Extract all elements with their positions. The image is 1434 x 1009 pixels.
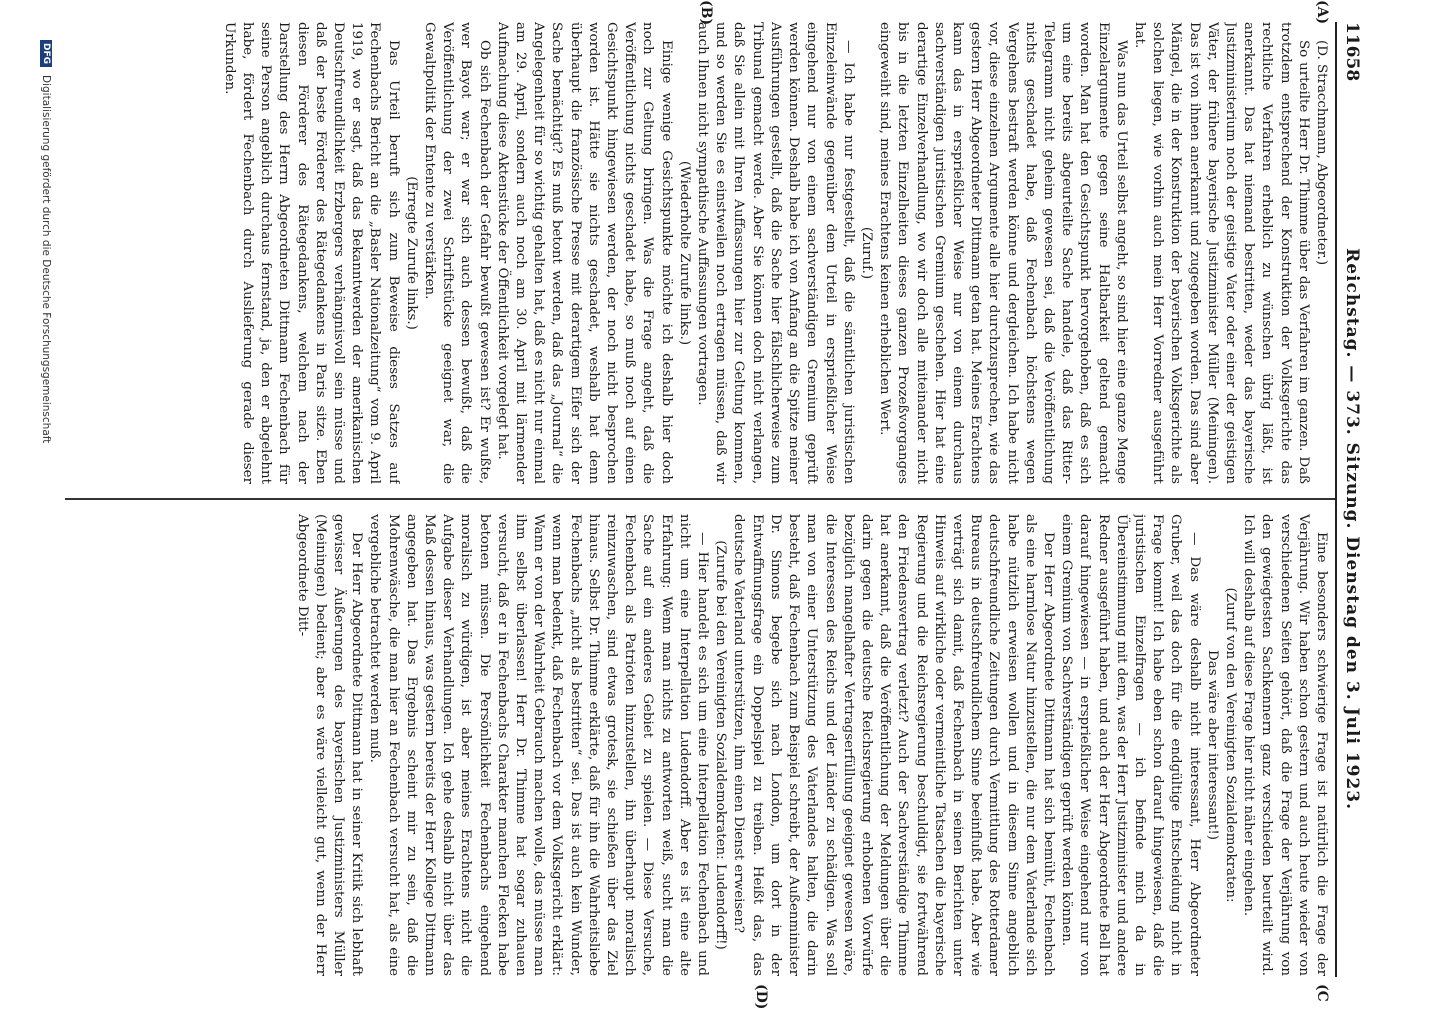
- paragraph: — Ich habe nur festgestellt, daß die sämtlichen juristischen Einzeleinwände gegenüber dem Urteil in ersprießlicher Weise eingehend nur von einem sachverständigen Gremium geprüft werden können. Deshalb habe ich von Anfang an die Spitze meiner Ausführungen gestellt, daß die Sache hier fälschlicherweise zum Tribunal gemacht werde. Aber Sie können doch nicht verlangen, daß Sie allein mit Ihren Auffassungen hier zur Geltung kommen, und so werden Sie es einstweilen noch ertragen müssen, daß wir auch Ihnen nicht sympathische Auffassungen vortragen.: [695, 22, 856, 484]
- page-header: [1340, 22, 1364, 977]
- paragraph: Der Herr Abgeordnete Dittmann hat sich bemüht, Fechenbach als eine harmlose Natur hinzustellen, die nur dem Vaterlande sich habe nützlich erweisen wollen und in diesem Sinne angeblich deutschfreundliche Zeitungen durch Vermittlung des Rotterdamer Bureaus in deutschfreundlichem Sinne beeinflußt habe. Aber wie verträgt sich damit, daß Fechenbach in seinen Berichten unter Hinweis auf wirkliche oder vermeintliche Tatsachen die bayerische Regierung und die Reichsregierung beschuldigt, sie fortwährend den Friedensvertrag verletzt? Auch der Sachverständige Thimme hat anerkannt, daß die Veröffentlichung der Meldungen über die darin gegen die deutsche Reichsregierung erhobenen Vorwürfe bezüglich mangelhafter Vertragserfüllung geeignet gewesen wäre, die Interessen des Reichs und der Länder zu schädigen. Was soll man von einer Unterstützung des Vaterlandes halten, die darin besteht, daß Fechenbach zum Beispiel schreibt, der Außenminister Dr. Simons begebe sich nach London, um dort in der Entwaffnungsfrage ein Doppelspiel zu treiben. Heißt das, das deutsche Vaterland unterstützen, ihm einen Dienst erweisen?: [731, 514, 1056, 976]
- paragraph: Der Herr Abgeordnete Dittmann hat in seiner Kritik sich lebhaft gewisser Äußerungen des bayerischen Justizministers Müller (Meiningen) bedient; aber es wäre vielleicht gut, wenn der Herr Abgeordnete Ditt-: [294, 514, 365, 976]
- page-number: 11658: [1342, 22, 1362, 82]
- interjection: (Zuruf von den Vereinigten Sozialdemokraten:: [1222, 587, 1238, 903]
- left-column: [65, 22, 1330, 484]
- right-column: [65, 514, 1330, 976]
- paragraph: Ob sich Fechenbach der Gefahr bewußt gewesen ist? Er wußte, wer Bayot war; er war sich auch dessen bewußt, daß die Veröffentlichung der zwei Schriftstücke geeignet war, die Gewaltpolitik der Entente zu verstärken.: [422, 22, 492, 484]
- interjection: Das wäre aber interessant!): [1204, 650, 1220, 840]
- paragraph: (D. Stracchmann, Abgeordneter.): [1314, 40, 1329, 266]
- margin-marker-b: (B): [698, 0, 714, 26]
- paragraph: Einige wenige Gesichtspunkte möchte ich deshalb hier doch noch zur Geltung bringen. Was die Frage angeht, daß die Veröffentlichung nichts geschadet habe, so muß noch auf einen Gesichtspunkt hingewiesen werden, der noch nicht besprochen worden ist. Hätte sie nichts geschadet, weshalb hat denn überhaupt die französische Presse mit derartigem Eifer sich der Sache bemächtigt? Es muß betont werden, daß das „Journal“ die Angelegenheit für so wichtig gehalten hat, daß es nicht nur einmal am 29. April, sondern auch noch am 30. April mit lärmender Aufmachung diese Aktenstücke der Öffentlichkeit vorgelegt hat.: [494, 22, 674, 484]
- paragraph: — Das wäre deshalb nicht interessant, Herr Abgeordneter Gruber, weil das doch für die endgültige Entscheidung nicht in Frage kommt! Ich habe eben schon darauf hingewiesen, daß die juristischen Einzelfragen — ich befinde mich da in Übereinstimmung mit dem, was der Herr Justizminister und andere Redner ausgeführt haben, und auch der Herr Abgeordnete Bell hat darauf hingewiesen — in ersprießlicher Weise eingehend nur von einem Gremium von Sachverständigen geprüft werden können.: [1059, 514, 1202, 976]
- paragraph: Was nun das Urteil selbst angeht, so sind hier eine ganze Menge Einzelargumente gegen seine Haltbarkeit geltend gemacht worden. Man hat den Gesichtspunkt hervorgehoben, daß es sich um eine bereits abgeurteilte Sache handele, daß das Ritter-Telegramm nicht geheim gewesen sei, daß die Veröffentlichung nichts geschadet habe, daß Fechenbach höchstens wegen Vergehens bestraft werden könne und dergleichen. Ich habe nicht vor, diese einzelnen Argumente alle hier durchzusprechen, wie das gestern Herr Abgeordneter Dittmann getan hat. Meines Erachtens kann das in ersprießlicher Weise nur von einem durchaus sachverständigen juristischen Gremium geschehen. Hier hat eine derartige Einzelverhandlung, wo wir doch alle miteinander nicht bis in die letzten Einzelheiten dieses ganzen Prozeßvorganges eingeweiht sind, meines Erachtens keinen erheblichen Wert.: [877, 22, 1129, 484]
- page-title: Reichstag. — 373. Sitzung. Dienstag den 3. Juli 1923.: [1342, 248, 1362, 811]
- interjection: (Wiederholte Zurufe links.): [676, 160, 692, 346]
- footer-text: Digitalisierung gefördert durch die Deutsche Forschungsgemeinschaft: [40, 75, 52, 444]
- interjection: (Zuruf.): [858, 226, 874, 280]
- interjection: (Zurufe bei den Vereinigten Sozialdemokraten: Ludendorff!): [713, 540, 729, 950]
- paragraph: Eine besonders schwierige Frage ist natürlich die Frage der Verjährung. Wir haben schon gestern und auch heute wieder von verschiedenen Seiten gehört, daß die Frage der Verjährung von den gewiegtesten Sachkennern ganz verschieden beurteilt wird. Ich will deshalb auf diese Frage hier nicht näher eingehen.: [1241, 514, 1329, 976]
- margin-marker-c: (C: [1314, 984, 1330, 1002]
- paragraph: Das Urteil beruft sich zum Beweise dieses Satzes auf Fechenbachs Bericht an die „Basler Nationalzeitung“ vom 9. April 1919, wo er sagt, daß das Bekanntwerden der amerikanischen Deutschfreundlichkeit Erzbergers verhängnisvoll sein müsse und daß der beste Förderer des Rätegedankens in Paris sitze. Eben diesen Förderer des Rätegedankens, welchem nach der Darstellung des Herrn Abgeordneten Dittmann Fechenbach für seine Person angeblich durchaus fernstand, ja, den er abgelehnt habe, fördert Fechenbach durch Auslieferung gerade dieser Urkunden.: [221, 22, 401, 484]
- column-divider: [65, 498, 1335, 500]
- dfg-logo: DFG: [40, 40, 52, 67]
- digitization-footer: [38, 40, 54, 960]
- document-page: [64, 0, 1364, 1009]
- interjection: (Erregte Zurufe links.): [403, 176, 419, 330]
- margin-marker-d: (D): [753, 984, 769, 1009]
- paragraph: — Hier handelt es sich um eine Interpellation Fechenbach und nicht um eine Interpellation Ludendorff. Aber es ist eine alte Erfahrung: Wenn man nichts zu antworten weiß, sucht man die Sache auf ein anderes Gebiet zu spielen. — Diese Versuche, Fechenbach als Patrioten hinzustellen, ihn überhaupt moralisch reinzuwaschen, sind etwas grotesk, sie schießen über das Ziel hinaus. Selbst Dr. Thimme erklärte, daß für ihn die Wahrheitsliebe Fechenbachs „nicht als bestritten“ sei. Das ist auch kein Wunder, wenn man bedenkt, daß Fechenbach vor dem Volksgericht erklärt: Wann er von der Wahrheit Gebrauch machen wolle, das müsse man ihm selbst überlassen! Herr Dr. Thimme hat sogar zuhauen versucht, daß er in Fechenbachs Charakter manchen Flecken habe betonen müssen. Die Persönlichkeit Fechenbachs eingehend moralisch zu würdigen, ist aber meines Erachtens nicht die Aufgabe dieser Verhandlungen. Ich gehe deshalb nicht über das Maß dessen hinaus, was gestern bereits der Herr Kollege Dittmann angegeben hat. Das Ergebnis scheint mir zu sein, daß die Mohrenwäsche, die man hier an Fechenbach versucht hat, als eine vergebliche betrachtet werden muß.: [367, 514, 711, 976]
- paragraph: So urteilte Herr Dr. Thimme über das Verfahren im ganzen. Daß trotzdem entsprechend der Konstruktion der Volksgerichte das rechtliche Verfahren erheblich zu wünschen übrig läßt, ist anerkannt. Das hat niemand bestritten, weder das bayerische Justizministerium noch der geistige Vater oder einer der geistigen Väter, der frühere bayerische Justizminister Müller (Meiningen). Das ist von ihnen anerkannt und zugegeben worden. Das sind aber Mängel, die in der Konstruktion der bayerischen Volksgerichte als solchen liegen, wie vorhin auch mein Herr Vorredner ausgeführt hat.: [1131, 22, 1311, 484]
- margin-marker-a: (A): [1314, 0, 1330, 25]
- header-rule: [1335, 22, 1337, 977]
